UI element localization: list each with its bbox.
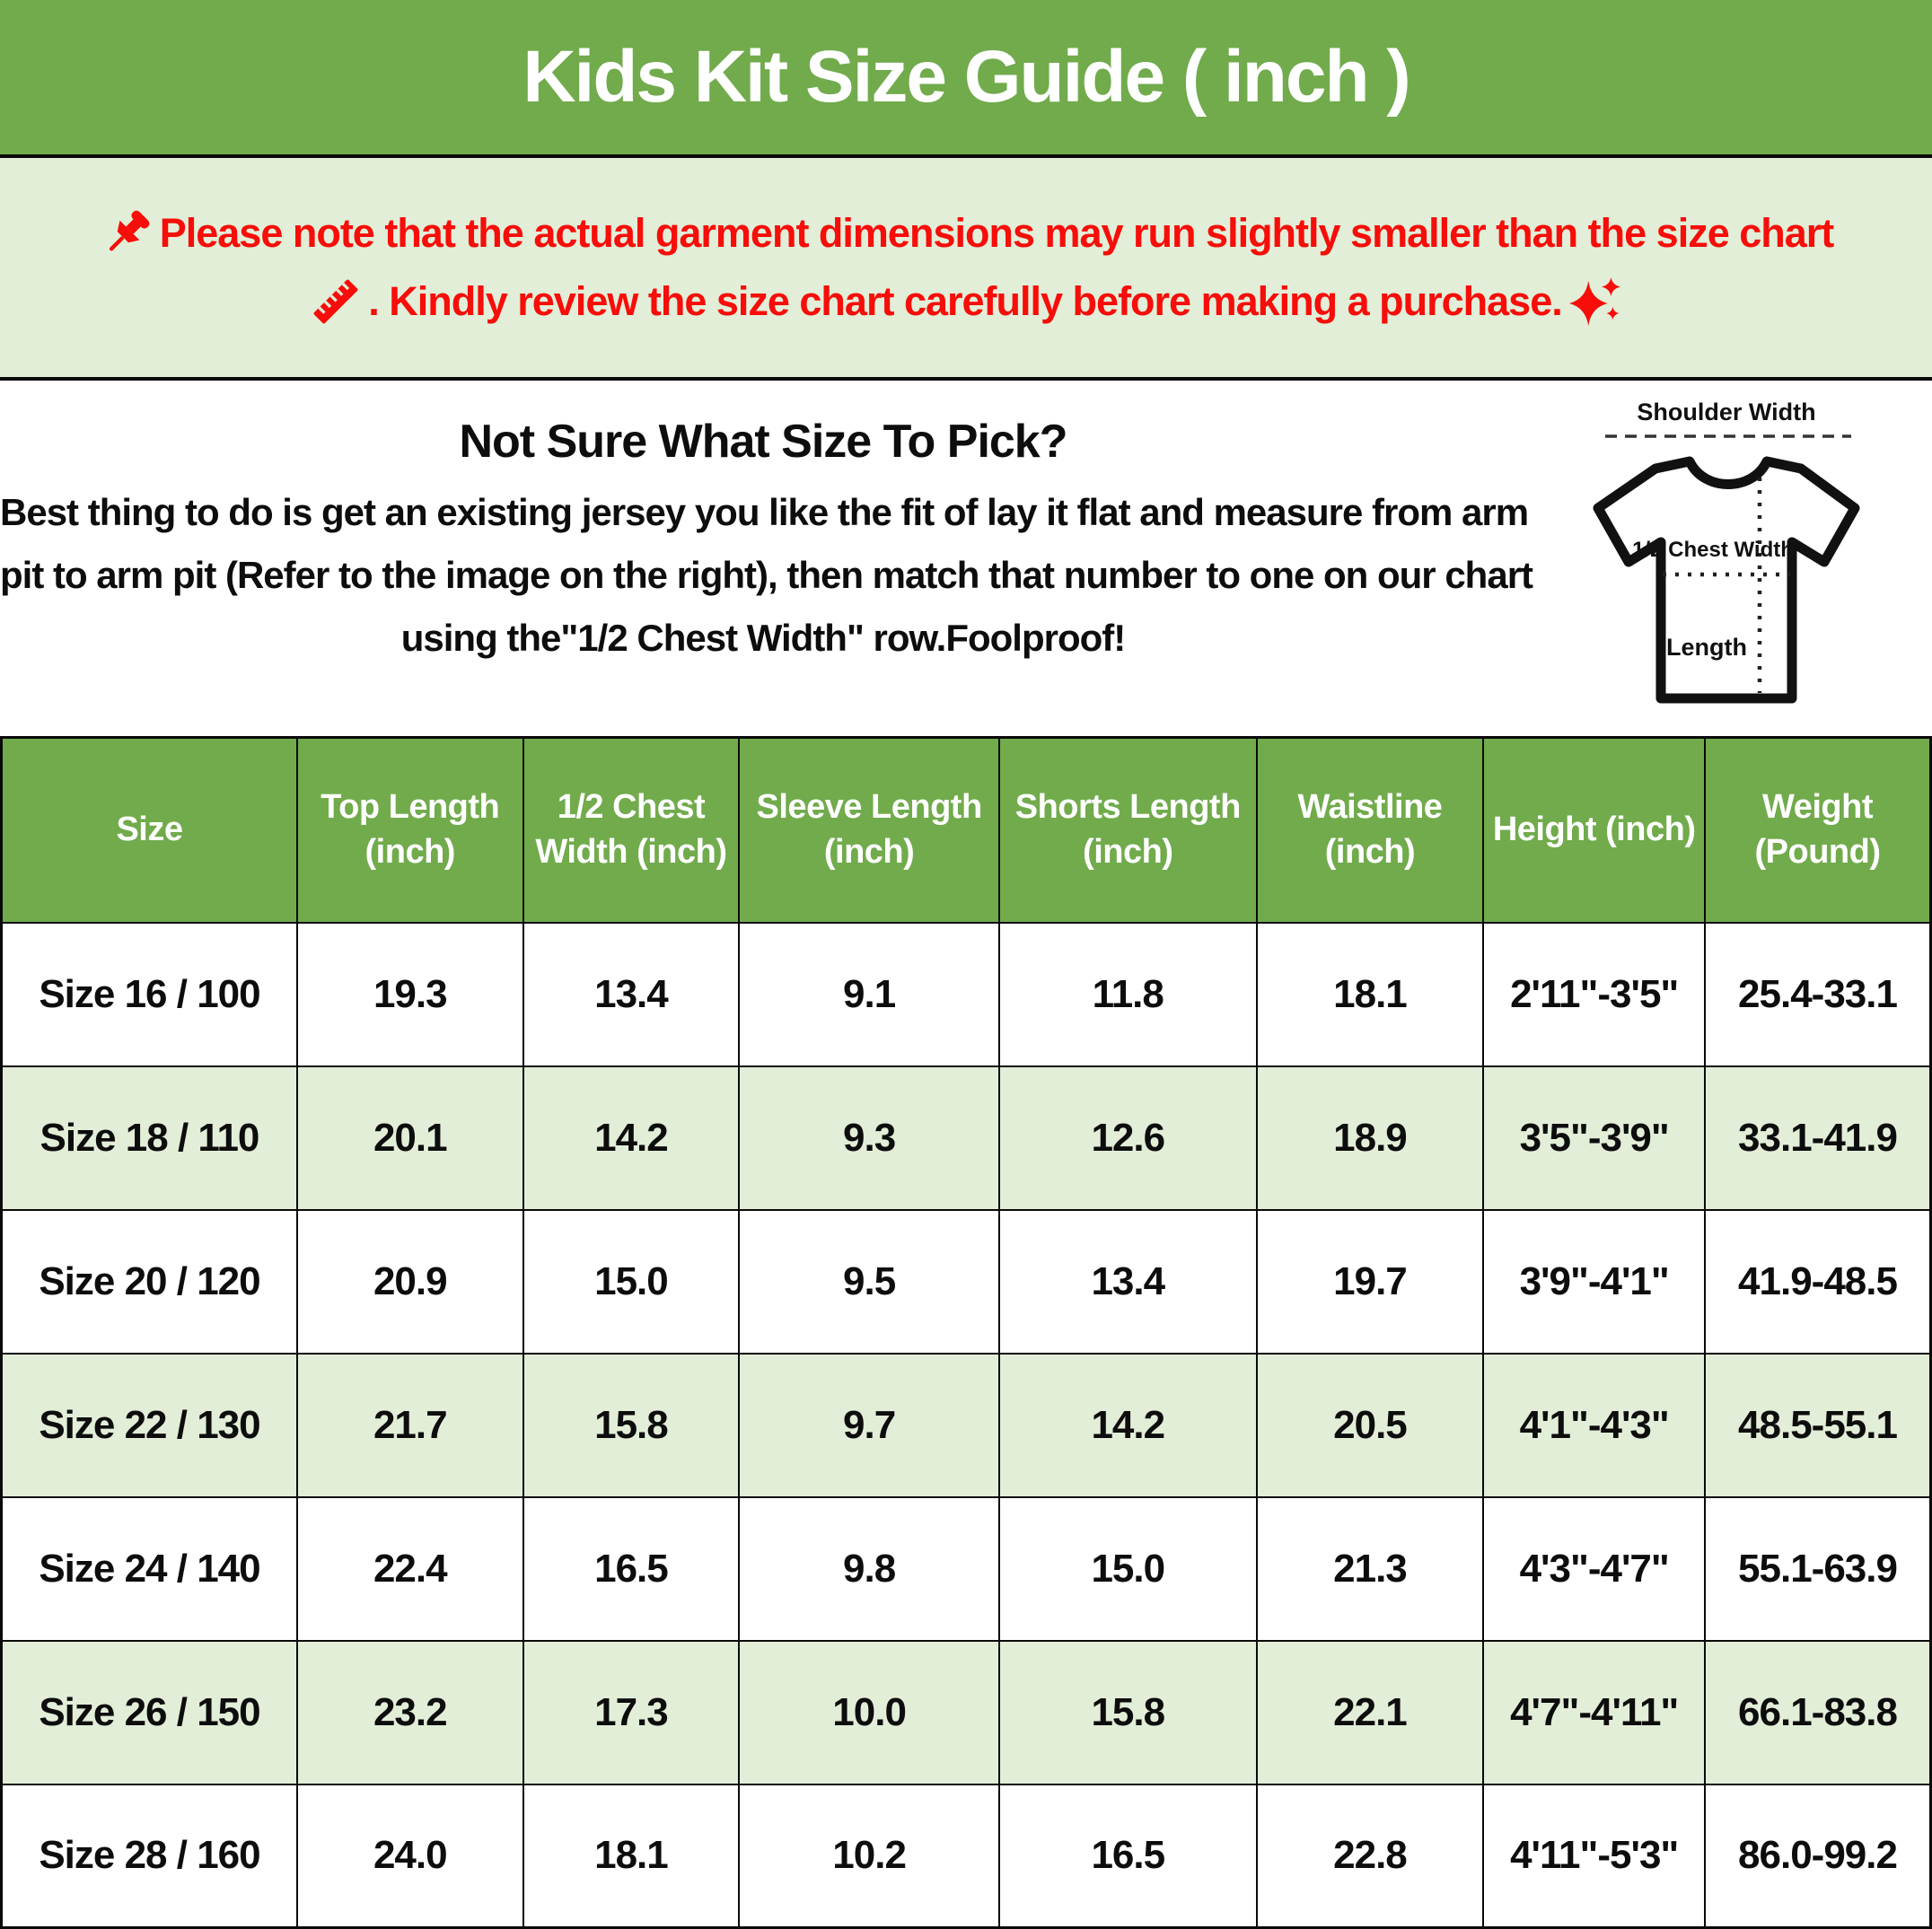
table-row <box>2 1784 1931 1928</box>
sizing-help-line-2: pit to arm pit (Refer to the image on the right), then match that number to one on our chart <box>0 554 1533 596</box>
header-cell-top-length: Top Length (inch) <box>297 738 523 923</box>
value-cell: 19.7 <box>1257 1210 1484 1354</box>
value-cell: 13.4 <box>523 923 740 1066</box>
header-cell-shorts-length: Shorts Length (inch) <box>999 738 1257 923</box>
value-cell: 22.1 <box>1257 1641 1484 1784</box>
tshirt-diagram <box>1535 390 1927 731</box>
value-cell: 66.1-83.8 <box>1705 1641 1930 1784</box>
table-row <box>2 923 1931 1066</box>
value-cell: 23.2 <box>297 1641 523 1784</box>
ruler-icon <box>309 275 363 329</box>
title-bar <box>0 0 1932 158</box>
value-cell: 9.5 <box>739 1210 999 1354</box>
shoulder-width-label: Shoulder Width <box>1637 399 1816 425</box>
table-row <box>2 1354 1931 1497</box>
value-cell: 19.3 <box>297 923 523 1066</box>
value-cell: 41.9-48.5 <box>1705 1210 1930 1354</box>
value-cell: 3'9"-4'1" <box>1483 1210 1705 1354</box>
sizing-help-text <box>0 381 1533 670</box>
value-cell: 10.0 <box>739 1641 999 1784</box>
value-cell: 24.0 <box>297 1784 523 1928</box>
value-cell: 16.5 <box>999 1784 1257 1928</box>
value-cell: 33.1-41.9 <box>1705 1066 1930 1210</box>
sparkles-icon <box>1568 274 1623 329</box>
value-cell: 11.8 <box>999 923 1257 1066</box>
value-cell: 4'1"-4'3" <box>1483 1354 1705 1497</box>
value-cell: 12.6 <box>999 1066 1257 1210</box>
header-cell-height: Height (inch) <box>1483 738 1705 923</box>
value-cell: 17.3 <box>523 1641 740 1784</box>
value-cell: 21.3 <box>1257 1497 1484 1641</box>
chest-width-label: 1/2 Chest Width <box>1632 538 1794 562</box>
value-cell: 4'11"-5'3" <box>1483 1784 1705 1928</box>
notice-text-2: . Kindly review the size chart carefully before making a purchase. <box>368 278 1562 324</box>
table-row <box>2 1210 1931 1354</box>
value-cell: 3'5"-3'9" <box>1483 1066 1705 1210</box>
value-cell: 9.3 <box>739 1066 999 1210</box>
value-cell: 15.8 <box>523 1354 740 1497</box>
table-row <box>2 1066 1931 1210</box>
sizing-help-section <box>0 381 1932 736</box>
tshirt-outline <box>1598 461 1855 698</box>
value-cell: 10.2 <box>739 1784 999 1928</box>
value-cell: 22.4 <box>297 1497 523 1641</box>
value-cell: 4'7"-4'11" <box>1483 1641 1705 1784</box>
header-cell-size: Size <box>2 738 297 923</box>
table-header-row <box>2 738 1931 923</box>
value-cell: 9.8 <box>739 1497 999 1641</box>
size-cell: Size 16 / 100 <box>2 923 297 1066</box>
value-cell: 16.5 <box>523 1497 740 1641</box>
size-cell: Size 26 / 150 <box>2 1641 297 1784</box>
value-cell: 15.0 <box>999 1497 1257 1641</box>
value-cell: 20.5 <box>1257 1354 1484 1497</box>
pushpin-icon <box>99 206 154 261</box>
header-cell-sleeve-length: Sleeve Length (inch) <box>739 738 999 923</box>
value-cell: 15.8 <box>999 1641 1257 1784</box>
value-cell: 4'3"-4'7" <box>1483 1497 1705 1641</box>
header-cell-weight: Weight (Pound) <box>1705 738 1930 923</box>
value-cell: 55.1-63.9 <box>1705 1497 1930 1641</box>
length-label: Length <box>1666 634 1747 661</box>
value-cell: 13.4 <box>999 1210 1257 1354</box>
size-cell: Size 28 / 160 <box>2 1784 297 1928</box>
value-cell: 18.1 <box>1257 923 1484 1066</box>
size-cell: Size 22 / 130 <box>2 1354 297 1497</box>
value-cell: 86.0-99.2 <box>1705 1784 1930 1928</box>
value-cell: 18.1 <box>523 1784 740 1928</box>
value-cell: 9.1 <box>739 923 999 1066</box>
page-title: Kids Kit Size Guide ( inch ) <box>523 36 1409 118</box>
sizing-help-line-3: using the"1/2 Chest Width" row.Foolproof! <box>400 617 1126 659</box>
size-cell: Size 20 / 120 <box>2 1210 297 1354</box>
notice-line-1 <box>99 206 1834 261</box>
value-cell: 20.9 <box>297 1210 523 1354</box>
value-cell: 2'11"-3'5" <box>1483 923 1705 1066</box>
size-cell: Size 24 / 140 <box>2 1497 297 1641</box>
header-cell-chest-width: 1/2 Chest Width (inch) <box>523 738 740 923</box>
table-row <box>2 1497 1931 1641</box>
notice-line-2 <box>309 274 1623 329</box>
table-row <box>2 1641 1931 1784</box>
header-cell-waistline: Waistline (inch) <box>1257 738 1484 923</box>
value-cell: 14.2 <box>523 1066 740 1210</box>
value-cell: 18.9 <box>1257 1066 1484 1210</box>
sizing-help-heading: Not Sure What Size To Pick? <box>459 416 1067 468</box>
size-table <box>0 736 1932 1929</box>
size-table-body <box>2 923 1931 1928</box>
value-cell: 22.8 <box>1257 1784 1484 1928</box>
value-cell: 21.7 <box>297 1354 523 1497</box>
size-cell: Size 18 / 110 <box>2 1066 297 1210</box>
value-cell: 9.7 <box>739 1354 999 1497</box>
value-cell: 15.0 <box>523 1210 740 1354</box>
notice-banner <box>0 158 1932 381</box>
value-cell: 14.2 <box>999 1354 1257 1497</box>
notice-text-1: Please note that the actual garment dimensions may run slightly smaller than the size chart <box>159 210 1834 256</box>
value-cell: 20.1 <box>297 1066 523 1210</box>
value-cell: 48.5-55.1 <box>1705 1354 1930 1497</box>
sizing-help-line-1: Best thing to do is get an existing jersey you like the fit of lay it flat and measure from arm <box>0 491 1529 533</box>
value-cell: 25.4-33.1 <box>1705 923 1930 1066</box>
